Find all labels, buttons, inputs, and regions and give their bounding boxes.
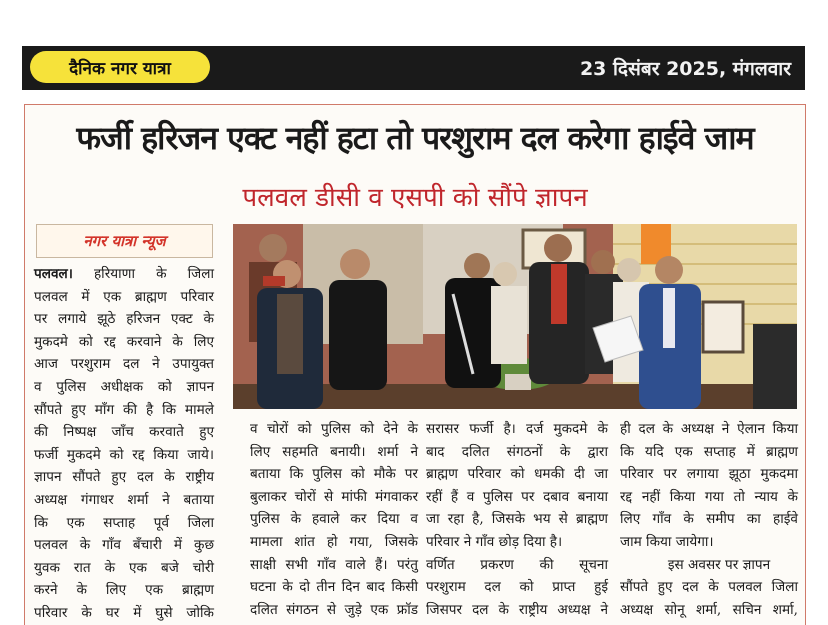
article-line: बाद दलित संगठनों के द्वारा xyxy=(426,443,608,460)
article-line: अध्यक्ष गंगाधर शर्मा ने बताया xyxy=(34,491,214,508)
byline: नगर यात्रा न्यूज xyxy=(36,224,213,258)
article-line: कि यदि एक सप्ताह में ब्राह्मण xyxy=(620,443,798,460)
article-line: रद्द नहीं किया गया तो न्याय के xyxy=(620,488,798,505)
article-line: पुलिस के हवाले कर दिया व xyxy=(250,511,418,528)
article-line: साक्षी सभी गाँव वाले हैं। परंतु xyxy=(250,556,418,573)
article-line: परिवार के घर में घुसे जोकि xyxy=(34,604,214,621)
article-line: पलवल के गाँव बँचारी में कुछ xyxy=(34,537,214,554)
article-line: कि एक सप्ताह पूर्व जिला xyxy=(34,514,214,531)
article-line: की निष्पक्ष जाँच करवाते हुए xyxy=(34,424,214,441)
article-line: ब्राह्मण परिवार को धमकी दी जा xyxy=(426,466,608,483)
article-line: पर लगाये झूठे हरिजन एक्ट के xyxy=(34,311,214,328)
article-line: व चोरों को पुलिस को देने के xyxy=(250,421,418,437)
article-line: मामला शांत हो गया, जिसके xyxy=(250,533,418,550)
article-line: हरियाणा के जिला xyxy=(72,266,214,282)
article-line: परिवार पर लगाया झूठा मुकदमा xyxy=(620,466,798,483)
article-line: सौंपते हुए माँग की है कि मामले xyxy=(34,401,214,418)
subheadline: पलवल डीसी व एसपी को सौंपे ज्ञापन xyxy=(242,183,588,213)
article-line: घटना के दो तीन दिन बाद किसी xyxy=(250,579,418,596)
article-line: लिए गाँव के समीप का हाईवे xyxy=(620,511,798,528)
article-line: परिवार ने गाँव छोड़ दिया है। xyxy=(426,533,563,550)
news-photo-illustration xyxy=(233,224,797,409)
article-line: वर्णित प्रकरण की सूचना xyxy=(426,556,608,573)
article-line: ही दल के अध्यक्ष ने ऐलान किया xyxy=(620,421,798,437)
article-line: जा रहा है, जिसके भय से ब्राह्मण xyxy=(426,511,608,528)
article-line: मुकदमे को रद्द करवाने के लिए xyxy=(34,333,214,350)
article-line: अध्यक्ष सोनू शर्मा, सचिन शर्मा, xyxy=(620,601,798,618)
article-line: परशुराम दल को प्राप्त हुई xyxy=(426,579,608,596)
article-line: सरासर फर्जी है। दर्ज मुकदमे के xyxy=(426,421,608,437)
article-line: सौंपते हुए दल के पलवल जिला xyxy=(620,579,798,596)
article-line: ज्ञापन सौंपते हुए दल के राष्ट्रीय xyxy=(34,469,214,486)
article-column-1 xyxy=(34,263,214,625)
article-line: करने के लिए एक ब्राह्मण xyxy=(34,582,214,599)
issue-date: 23 दिसंबर 2025, मंगलवार xyxy=(579,58,791,80)
masthead-bar xyxy=(22,46,805,90)
article-line: बुलाकर चोरों से मांफी मंगवाकर xyxy=(250,488,418,505)
article-line: रहीं हैं व पुलिस पर दबाव बनाया xyxy=(426,488,608,505)
article-column-2 xyxy=(250,418,418,621)
article-line: व पुलिस अधीक्षक को ज्ञापन xyxy=(34,378,214,395)
article-line: लिए सहमति बनायी। शर्मा ने xyxy=(250,443,418,460)
article-line: आज परशुराम दल ने उपायुक्त xyxy=(34,356,214,373)
newspaper-name: दैनिक नगर यात्रा xyxy=(30,51,210,83)
article-line: पलवल में एक ब्राह्मण परिवार xyxy=(34,288,214,305)
news-photo xyxy=(233,224,797,409)
article-line: इस अवसर पर ज्ञापन xyxy=(667,556,771,573)
article-column-4 xyxy=(620,418,798,621)
article-line: बताया कि पुलिस को मौके पर xyxy=(250,466,418,483)
article-line: दलित संगठन से जुड़े एक फ्रॉड xyxy=(250,601,418,618)
article-line: जाम किया जायेगा। xyxy=(620,533,714,550)
article-column-3 xyxy=(426,418,608,621)
article-line: जिसपर दल के राष्ट्रीय अध्यक्ष ने xyxy=(426,601,608,618)
dateline: पलवल। xyxy=(34,266,73,282)
article-line: युवक रात के एक बजे चोरी xyxy=(34,559,214,576)
article-line: फर्जी मुकदमे को रद्द किया जाये। xyxy=(34,446,214,463)
headline: फर्जी हरिजन एक्ट नहीं हटा तो परशुराम दल करेगा हाईवे जाम xyxy=(76,119,754,157)
